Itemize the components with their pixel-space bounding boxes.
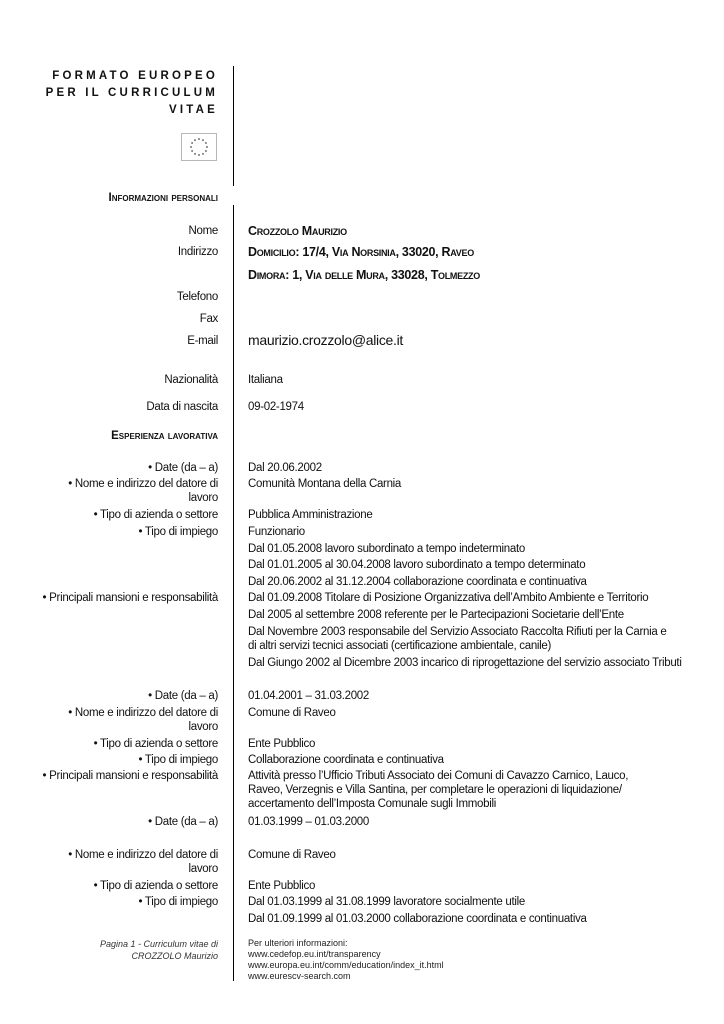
job1-duty-2: Dal 2005 al settembre 2008 referente per le Partecipazioni Societarie dell’Ente [248, 609, 624, 621]
job1-job-line-3: Dal 20.06.2002 al 31.12.2004 collaborazione coordinata e continuativa [248, 576, 587, 588]
email-value[interactable]: maurizio.crozzolo@alice.it [248, 332, 404, 348]
address-value-1: Domicilio: 17/4, Via Norsinia, 33020, Raveo [248, 245, 474, 259]
footer-page-line-1: Pagina 1 - Curriculum vitae di [99, 939, 218, 949]
job3-employer-value: Comune di Raveo [248, 849, 336, 861]
title-line-1: FORMATO EUROPEO [52, 70, 218, 82]
job2-duties-value: Attività presso l’Ufficio Tributi Associato dei Comuni di Cavazzo Carnico, Lauco, Raveo, Verzegnis e Villa Santina, per completare le operazioni di liquidazione/ accertamento dell’Imposta Comunale sugli Immobili [248, 770, 629, 810]
job1-jobtype-value: Funzionario [248, 526, 305, 538]
nationality-label: Nazionalità [164, 374, 218, 386]
job2-employer-label: • Nome e indirizzo del datore di lavoro [68, 707, 218, 733]
job3-job-line-1: Dal 01.03.1999 al 31.08.1999 lavoratore socialmente utile [248, 896, 525, 908]
job1-jobtype-label: • Tipo di impiego [138, 526, 218, 538]
job2-date-label: • Date (da – a) [148, 690, 218, 702]
job1-employer-value: Comunità Montana della Carnia [248, 478, 402, 490]
job2-jobtype-value: Collaborazione coordinata e continuativa [248, 754, 444, 766]
job1-date-value: Dal 20.06.2002 [248, 462, 322, 474]
job1-duty-4: Dal Giungo 2002 al Dicembre 2003 incarico di riprogettazione del servizio associato Tributi [248, 657, 682, 669]
job1-employer-label: • Nome e indirizzo del datore di lavoro [68, 478, 218, 504]
document-title [46, 68, 218, 119]
address-value-2: Dimora: 1, Via delle Mura, 33028, Tolmezzo [248, 268, 480, 282]
footer-link-europa[interactable]: www.europa.eu.int/comm/education/index_it.html [248, 960, 444, 970]
job3-job-line-2: Dal 01.09.1999 al 01.03.2000 collaborazione coordinata e continuativa [248, 913, 587, 925]
job3-employer-label: • Nome e indirizzo del datore di lavoro [68, 849, 218, 875]
footer-page-line-2: CROZZOLO Maurizio [131, 951, 218, 961]
name-value: Crozzolo Maurizio [248, 224, 347, 238]
footer-link-cedefop[interactable]: www.cedefop.eu.int/transparency [248, 949, 381, 959]
job3-sector-label: • Tipo di azienda o settore [93, 880, 218, 892]
job2-jobtype-label: • Tipo di impiego [138, 754, 218, 766]
divider-main [233, 205, 234, 981]
birthdate-label: Data di nascita [146, 401, 218, 413]
birthdate-value: 09-02-1974 [248, 401, 304, 413]
job3-jobtype-label: • Tipo di impiego [138, 896, 218, 908]
footer-page-info [100, 938, 218, 962]
job2-duties-label: • Principali mansioni e responsabilità [42, 770, 218, 782]
eu-flag-stars-icon [181, 133, 217, 161]
job2-employer-value: Comune di Raveo [248, 707, 336, 719]
section-personal-info: Informazioni personali [108, 192, 218, 204]
job1-date-label: • Date (da – a) [148, 462, 218, 474]
job3-sector-value: Ente Pubblico [248, 880, 316, 892]
title-line-2: PER IL CURRICULUM [45, 87, 218, 99]
job1-duty-1: Dal 01.09.2008 Titolare di Posizione Organizzativa dell’Ambito Ambiente e Territorio [248, 592, 649, 604]
phone-label: Telefono [176, 291, 218, 303]
job2-date-value: 01.04.2001 – 31.03.2002 [248, 690, 369, 702]
job3-date-label: • Date (da – a) [148, 816, 218, 828]
job1-job-line-2: Dal 01.01.2005 al 30.04.2008 lavoro subordinato a tempo determinato [248, 559, 586, 571]
job1-sector-label: • Tipo di azienda o settore [93, 509, 218, 521]
job1-sector-value: Pubblica Amministrazione [248, 509, 373, 521]
footer-link-eurescv[interactable]: www.eurescv-search.com [248, 971, 351, 981]
job2-sector-label: • Tipo di azienda o settore [93, 738, 218, 750]
job1-job-line-1: Dal 01.05.2008 lavoro subordinato a tempo indeterminato [248, 543, 525, 555]
name-label: Nome [188, 225, 218, 237]
fax-label: Fax [199, 313, 218, 325]
job1-duties-label: • Principali mansioni e responsabilità [42, 592, 218, 604]
job3-date-value: 01.03.1999 – 01.03.2000 [248, 816, 369, 828]
section-work-experience: Esperienza lavorativa [111, 430, 218, 442]
address-label: Indirizzo [177, 246, 218, 258]
nationality-value: Italiana [248, 374, 283, 386]
job2-sector-value: Ente Pubblico [248, 738, 316, 750]
email-label: E-mail [187, 335, 218, 347]
footer-links [248, 938, 444, 982]
footer-info-line-1: Per ulteriori informazioni: [248, 938, 348, 948]
divider-top [233, 66, 234, 186]
title-line-3: VITAE [168, 104, 218, 116]
job1-duty-3: Dal Novembre 2003 responsabile del Servizio Associato Raccolta Rifiuti per la Carnia e di altri servizi tecnici associati (certificazione ambientale, canile) [248, 626, 667, 652]
